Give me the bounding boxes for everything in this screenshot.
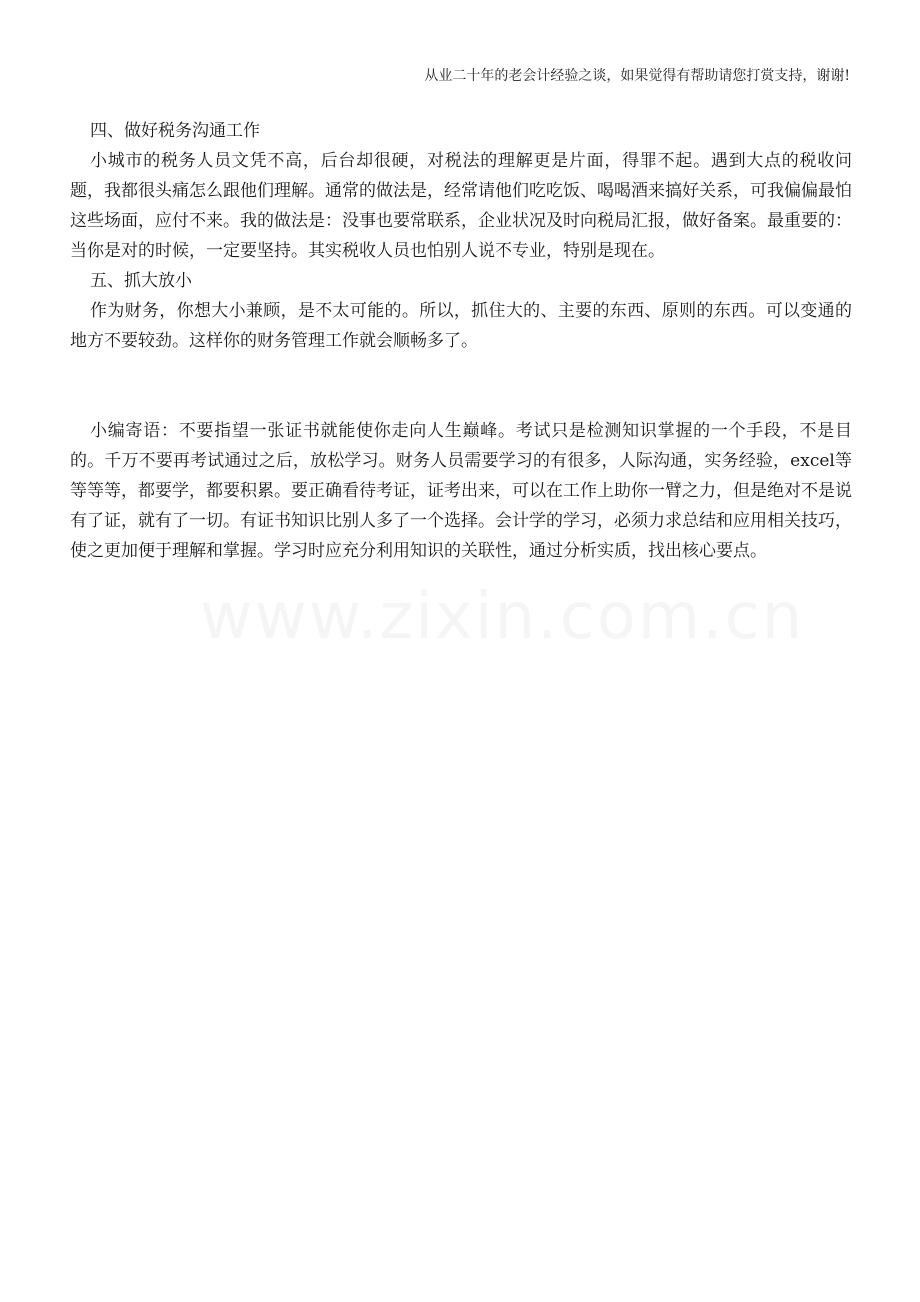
section-paragraph-4: 小城市的税务人员文凭不高，后台却很硬，对税法的理解更是片面，得罪不起。遇到大点的税收问题，我都很头痛怎么跟他们理解。通常的做法是，经常请他们吃吃饭、喝喝酒来搞好关系，可我偏偏最怕这些场面，应付不来。我的做法是：没事也要常联系，企业状况及时向税局汇报，做好备案。最重要的：当你是对的时候，一定要坚持。其实税收人员也怕别人说不专业，特别是现在。 [70, 151, 852, 261]
header-note: 从业二十年的老会计经验之谈，如果觉得有帮助请您打赏支持，谢谢! [424, 68, 850, 84]
section-heading-5: 五、抓大放小 [90, 271, 192, 291]
editor-closing-note: 小编寄语：不要指望一张证书就能使你走向人生巅峰。考试只是检测知识掌握的一个手段，不是目的。千万不要再考试通过之后，放松学习。财务人员需要学习的有很多，人际沟通，实务经验，excel等等等等，都要学，都要积累。要正确看待考证，证考出来，可以在工作上助你一臂之力，但是绝对不是说有了证，就有了一切。有证书知识比别人多了一个选择。会计学的学习，必须力求总结和应用相关技巧，使之更加便于理解和掌握。学习时应充分利用知识的关联性，通过分析实质，找出核心要点。 [70, 421, 852, 561]
section-heading-4: 四、做好税务沟通工作 [90, 121, 260, 141]
watermark [200, 580, 720, 654]
spacer [70, 356, 852, 416]
section-paragraph-5: 作为财务，你想大小兼顾，是不太可能的。所以，抓住大的、主要的东西、原则的东西。可以变通的地方不要较劲。这样你的财务管理工作就会顺畅多了。 [70, 301, 852, 351]
document-body [70, 116, 852, 566]
